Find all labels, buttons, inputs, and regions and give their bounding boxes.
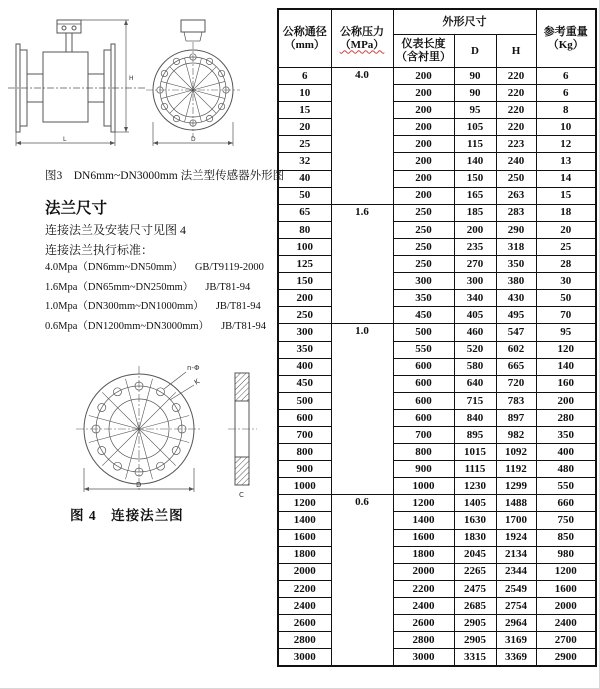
- weight-cell: 2900: [536, 649, 596, 667]
- dn-cell: 6: [278, 68, 331, 85]
- dn-cell: 700: [278, 426, 331, 443]
- length-cell: 2800: [393, 632, 454, 649]
- length-cell: 500: [393, 324, 454, 341]
- length-cell: 2200: [393, 580, 454, 597]
- weight-cell: 30: [536, 273, 596, 290]
- h-cell: 897: [496, 409, 536, 426]
- h-cell: 2134: [496, 546, 536, 563]
- dim-label-L: L: [63, 136, 67, 143]
- col-header-h: H: [496, 35, 536, 68]
- d-cell: 405: [454, 307, 496, 324]
- weight-cell: 120: [536, 341, 596, 358]
- d-cell: 1015: [454, 444, 496, 461]
- dn-cell: 50: [278, 187, 331, 204]
- d-cell: 1830: [454, 529, 496, 546]
- dn-cell: 100: [278, 238, 331, 255]
- dn-cell: 2200: [278, 580, 331, 597]
- spec-row: [278, 68, 596, 85]
- spec-row: [278, 615, 596, 632]
- dn-cell: 1600: [278, 529, 331, 546]
- dn-cell: 1200: [278, 495, 331, 512]
- h-cell: 3169: [496, 632, 536, 649]
- h-cell: 220: [496, 85, 536, 102]
- spec-row: [278, 204, 596, 221]
- dn-cell: 15: [278, 102, 331, 119]
- weight-cell: 6: [536, 68, 596, 85]
- spec-row: [278, 632, 596, 649]
- spec-row: [278, 102, 596, 119]
- d-cell: 300: [454, 273, 496, 290]
- dn-cell: 400: [278, 358, 331, 375]
- spec-row: [278, 461, 596, 478]
- spec-row: [278, 170, 596, 187]
- length-cell: 2000: [393, 563, 454, 580]
- length-cell: 700: [393, 426, 454, 443]
- h-cell: 1192: [496, 461, 536, 478]
- spec-row: [278, 580, 596, 597]
- figure4-caption: 图 4 连接法兰图: [70, 508, 184, 523]
- length-cell: 250: [393, 204, 454, 221]
- length-cell: 550: [393, 341, 454, 358]
- h-cell: 1488: [496, 495, 536, 512]
- flange-size-heading: 法兰尺寸: [45, 200, 108, 217]
- length-cell: 300: [393, 273, 454, 290]
- weight-cell: 10: [536, 119, 596, 136]
- length-cell: 250: [393, 238, 454, 255]
- col-header-weight: 参考重量 （Kg）: [536, 9, 596, 68]
- spec-row: [278, 85, 596, 102]
- spec-table: [277, 8, 597, 667]
- figure3-caption: 图3 DN6mm~DN3000mm 法兰型传感器外形图: [45, 170, 285, 182]
- weight-cell: 2000: [536, 597, 596, 614]
- length-cell: 200: [393, 153, 454, 170]
- dn-cell: 3000: [278, 649, 331, 667]
- length-cell: 200: [393, 187, 454, 204]
- length-cell: 600: [393, 358, 454, 375]
- weight-cell: 1600: [536, 580, 596, 597]
- spec-row: [278, 358, 596, 375]
- spec-row: [278, 409, 596, 426]
- d-cell: 2905: [454, 632, 496, 649]
- weight-cell: 25: [536, 238, 596, 255]
- pressure-cell: 4.0: [331, 68, 393, 205]
- spec-row: [278, 478, 596, 495]
- weight-cell: 15: [536, 187, 596, 204]
- dn-cell: 2000: [278, 563, 331, 580]
- dn-cell: 600: [278, 409, 331, 426]
- h-cell: 283: [496, 204, 536, 221]
- weight-cell: 70: [536, 307, 596, 324]
- h-cell: 318: [496, 238, 536, 255]
- col-header-dimensions: 外形尺寸: [393, 9, 536, 35]
- spec-row: [278, 563, 596, 580]
- d-cell: 90: [454, 68, 496, 85]
- dn-cell: 450: [278, 375, 331, 392]
- dim-label-D-front: D: [191, 136, 196, 143]
- h-cell: 263: [496, 187, 536, 204]
- length-cell: 450: [393, 307, 454, 324]
- d-cell: 715: [454, 392, 496, 409]
- length-cell: 200: [393, 170, 454, 187]
- flange-note-2: 连接法兰执行标准：: [45, 243, 154, 257]
- dn-cell: 2800: [278, 632, 331, 649]
- spec-row: [278, 375, 596, 392]
- label-bolt-circle-K: K: [193, 377, 201, 387]
- spec-row: [278, 324, 596, 341]
- weight-cell: 13: [536, 153, 596, 170]
- dn-cell: 200: [278, 290, 331, 307]
- h-cell: 290: [496, 221, 536, 238]
- dn-cell: 40: [278, 170, 331, 187]
- length-cell: 200: [393, 85, 454, 102]
- length-cell: 250: [393, 256, 454, 273]
- weight-cell: 980: [536, 546, 596, 563]
- d-cell: 340: [454, 290, 496, 307]
- weight-cell: 850: [536, 529, 596, 546]
- dn-cell: 300: [278, 324, 331, 341]
- d-cell: 1115: [454, 461, 496, 478]
- spec-row: [278, 649, 596, 667]
- pressure-cell: 1.0: [331, 324, 393, 495]
- spec-row: [278, 512, 596, 529]
- spec-row: [278, 341, 596, 358]
- spec-row: [278, 444, 596, 461]
- spec-row: [278, 392, 596, 409]
- dn-cell: 1000: [278, 478, 331, 495]
- h-cell: 350: [496, 256, 536, 273]
- h-cell: 783: [496, 392, 536, 409]
- d-cell: 3315: [454, 649, 496, 667]
- length-cell: 1400: [393, 512, 454, 529]
- h-cell: 223: [496, 136, 536, 153]
- length-cell: 2600: [393, 615, 454, 632]
- length-cell: 1600: [393, 529, 454, 546]
- length-cell: 1200: [393, 495, 454, 512]
- standard-line: 1.0Mpa（DN300mm~DN1000mm） JB/T81-94: [45, 301, 261, 312]
- weight-cell: 200: [536, 392, 596, 409]
- weight-cell: 12: [536, 136, 596, 153]
- h-cell: 1700: [496, 512, 536, 529]
- h-cell: 220: [496, 102, 536, 119]
- spec-row: [278, 426, 596, 443]
- label-bolt-count: n-Φ: [187, 364, 200, 372]
- length-cell: 800: [393, 444, 454, 461]
- weight-cell: 480: [536, 461, 596, 478]
- dn-cell: 2400: [278, 597, 331, 614]
- weight-cell: 550: [536, 478, 596, 495]
- spec-row: [278, 290, 596, 307]
- d-cell: 2685: [454, 597, 496, 614]
- d-cell: 200: [454, 221, 496, 238]
- figure3-sensor-outline-drawing: [5, 14, 270, 164]
- d-cell: 105: [454, 119, 496, 136]
- h-cell: 665: [496, 358, 536, 375]
- h-cell: 2344: [496, 563, 536, 580]
- d-cell: 460: [454, 324, 496, 341]
- dn-cell: 1400: [278, 512, 331, 529]
- d-cell: 185: [454, 204, 496, 221]
- weight-cell: 400: [536, 444, 596, 461]
- dim-label-D: D: [136, 481, 142, 489]
- length-cell: 3000: [393, 649, 454, 667]
- weight-cell: 2400: [536, 615, 596, 632]
- dn-cell: 800: [278, 444, 331, 461]
- dim-label-C: C: [239, 491, 244, 499]
- spec-row: [278, 221, 596, 238]
- spec-row: [278, 529, 596, 546]
- h-cell: 2754: [496, 597, 536, 614]
- length-cell: 600: [393, 375, 454, 392]
- h-cell: 430: [496, 290, 536, 307]
- dn-cell: 10: [278, 85, 331, 102]
- weight-cell: 50: [536, 290, 596, 307]
- length-cell: 200: [393, 102, 454, 119]
- d-cell: 2905: [454, 615, 496, 632]
- length-cell: 200: [393, 68, 454, 85]
- d-cell: 520: [454, 341, 496, 358]
- weight-cell: 28: [536, 256, 596, 273]
- d-cell: 150: [454, 170, 496, 187]
- length-cell: 200: [393, 119, 454, 136]
- weight-cell: 95: [536, 324, 596, 341]
- h-cell: 982: [496, 426, 536, 443]
- d-cell: 95: [454, 102, 496, 119]
- dim-label-H: H: [129, 75, 134, 82]
- length-cell: 900: [393, 461, 454, 478]
- spec-row: [278, 119, 596, 136]
- weight-cell: 660: [536, 495, 596, 512]
- length-cell: 600: [393, 392, 454, 409]
- length-cell: 350: [393, 290, 454, 307]
- h-cell: 1299: [496, 478, 536, 495]
- spec-row: [278, 273, 596, 290]
- dn-cell: 250: [278, 307, 331, 324]
- weight-cell: 18: [536, 204, 596, 221]
- weight-cell: 2700: [536, 632, 596, 649]
- weight-cell: 750: [536, 512, 596, 529]
- flange-standards-list: [45, 258, 266, 336]
- header-row-1: [278, 9, 596, 35]
- standard-line: 4.0Mpa（DN6mm~DN50mm） GB/T9119-2000: [45, 262, 264, 273]
- d-cell: 140: [454, 153, 496, 170]
- h-cell: 2549: [496, 580, 536, 597]
- spec-table-body: [278, 68, 596, 667]
- length-cell: 200: [393, 136, 454, 153]
- spec-row: [278, 546, 596, 563]
- standard-line: 0.6Mpa（DN1200mm~DN3000mm） JB/T81-94: [45, 320, 266, 332]
- flange-note-1: 连接法兰及安装尺寸见图 4: [45, 223, 187, 237]
- spec-row: [278, 307, 596, 324]
- spec-row: [278, 187, 596, 204]
- d-cell: 2045: [454, 546, 496, 563]
- spec-row: [278, 153, 596, 170]
- spec-row: [278, 136, 596, 153]
- col-header-pressure: 公称压力 （MPa）: [331, 9, 393, 68]
- dn-cell: 900: [278, 461, 331, 478]
- pressure-cell: 0.6: [331, 495, 393, 666]
- d-cell: 90: [454, 85, 496, 102]
- d-cell: 2265: [454, 563, 496, 580]
- spec-row: [278, 495, 596, 512]
- weight-cell: 140: [536, 358, 596, 375]
- h-cell: 1092: [496, 444, 536, 461]
- pressure-cell: 1.6: [331, 204, 393, 324]
- h-cell: 240: [496, 153, 536, 170]
- length-cell: 1800: [393, 546, 454, 563]
- length-cell: 2400: [393, 597, 454, 614]
- d-cell: 165: [454, 187, 496, 204]
- col-header-dn: 公称通径 （mm）: [278, 9, 331, 68]
- h-cell: 3369: [496, 649, 536, 667]
- standard-line: 1.6Mpa（DN65mm~DN250mm） JB/T81-94: [45, 281, 251, 293]
- dn-cell: 150: [278, 273, 331, 290]
- h-cell: 602: [496, 341, 536, 358]
- weight-cell: 20: [536, 221, 596, 238]
- length-cell: 600: [393, 409, 454, 426]
- weight-cell: 160: [536, 375, 596, 392]
- d-cell: 840: [454, 409, 496, 426]
- dn-cell: 500: [278, 392, 331, 409]
- length-cell: 250: [393, 221, 454, 238]
- weight-cell: 14: [536, 170, 596, 187]
- d-cell: 2475: [454, 580, 496, 597]
- d-cell: 1230: [454, 478, 496, 495]
- weight-cell: 280: [536, 409, 596, 426]
- d-cell: 270: [454, 256, 496, 273]
- d-cell: 640: [454, 375, 496, 392]
- spec-row: [278, 597, 596, 614]
- d-cell: 895: [454, 426, 496, 443]
- weight-cell: 1200: [536, 563, 596, 580]
- h-cell: 547: [496, 324, 536, 341]
- h-cell: 720: [496, 375, 536, 392]
- dn-cell: 125: [278, 256, 331, 273]
- h-cell: 250: [496, 170, 536, 187]
- d-cell: 580: [454, 358, 496, 375]
- weight-cell: 350: [536, 426, 596, 443]
- h-cell: 495: [496, 307, 536, 324]
- h-cell: 380: [496, 273, 536, 290]
- d-cell: 1630: [454, 512, 496, 529]
- dn-cell: 65: [278, 204, 331, 221]
- d-cell: 115: [454, 136, 496, 153]
- dn-cell: 32: [278, 153, 331, 170]
- col-header-d: D: [454, 35, 496, 68]
- d-cell: 1405: [454, 495, 496, 512]
- d-cell: 235: [454, 238, 496, 255]
- length-cell: 1000: [393, 478, 454, 495]
- spec-row: [278, 256, 596, 273]
- h-cell: 220: [496, 119, 536, 136]
- dn-cell: 80: [278, 221, 331, 238]
- dn-cell: 1800: [278, 546, 331, 563]
- h-cell: 220: [496, 68, 536, 85]
- dn-cell: 2600: [278, 615, 331, 632]
- dn-cell: 350: [278, 341, 331, 358]
- spec-row: [278, 238, 596, 255]
- weight-cell: 6: [536, 85, 596, 102]
- figure4-flange-drawing: [48, 356, 263, 504]
- dn-cell: 25: [278, 136, 331, 153]
- h-cell: 2964: [496, 615, 536, 632]
- col-header-length: 仪表长度 （含衬里）: [393, 35, 454, 68]
- weight-cell: 8: [536, 102, 596, 119]
- h-cell: 1924: [496, 529, 536, 546]
- dn-cell: 20: [278, 119, 331, 136]
